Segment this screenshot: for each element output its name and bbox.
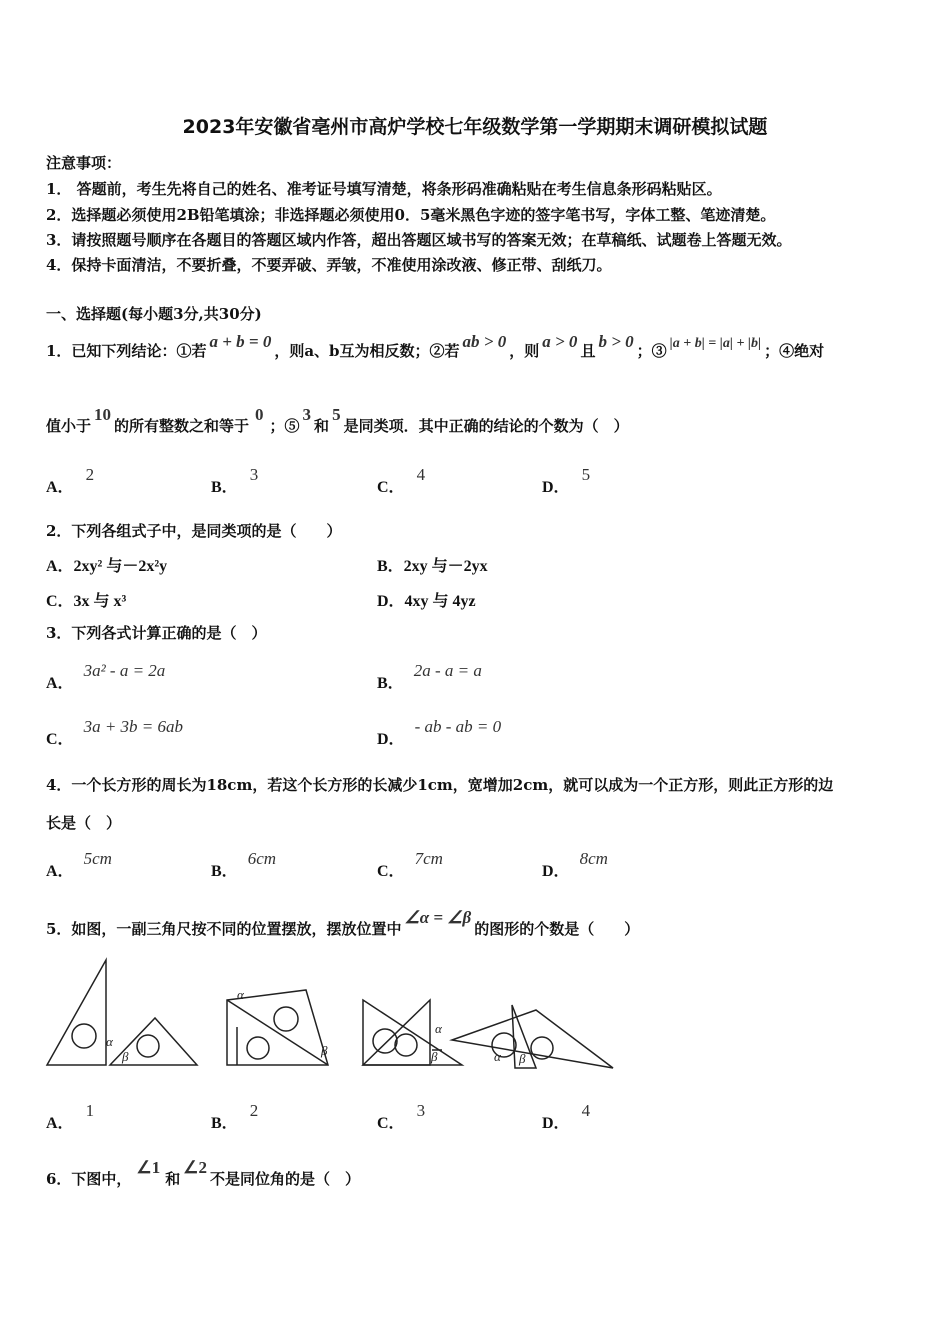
- fig1-beta-label: β: [122, 1049, 129, 1064]
- q5-option-c[interactable]: C．3: [377, 1101, 426, 1132]
- fig2-beta-label: β: [321, 1043, 328, 1058]
- q1-math-8: 3: [302, 405, 312, 424]
- q1-math-2: ab > 0: [462, 332, 507, 351]
- fig3-beta-label: β: [431, 1049, 438, 1064]
- q5-math-1: ∠α = ∠β: [404, 908, 472, 927]
- q3-option-d[interactable]: D．- ab - ab = 0: [377, 717, 502, 748]
- page-title: 2023年安徽省亳州市高炉学校七年级数学第一学期期末调研模拟试题: [182, 116, 768, 138]
- q1-math-6: 10: [94, 405, 112, 424]
- fig1-triangle-large: [47, 960, 106, 1065]
- q1-math-9: 5: [332, 405, 341, 424]
- notice-heading: 注意事项：: [46, 154, 122, 172]
- q4-option-d[interactable]: D．8cm: [542, 849, 608, 880]
- fig2-circle-2: [247, 1037, 269, 1059]
- fig4-alpha-label: α: [494, 1049, 501, 1064]
- fig3-alpha-label: α: [435, 1021, 442, 1036]
- q1-math-4: b > 0: [598, 332, 634, 351]
- q1-math-7: 0: [255, 405, 264, 424]
- q2-option-b[interactable]: B．2xy 与－2yx: [377, 558, 488, 575]
- q5-option-a[interactable]: A．1: [46, 1101, 95, 1132]
- notice-item-2: 2．选择题必须使用2B铅笔填涂；非选择题必须使用0．5毫米黑色字迹的签字笔书写，字体工整、笔迹清楚。: [46, 206, 776, 224]
- fig1-alpha-label: α: [106, 1034, 113, 1049]
- q1-option-d[interactable]: D．5: [542, 465, 591, 496]
- q4-stem-line1: 4．一个长方形的周长为18cm，若这个长方形的长减少1cm，宽增加2cm，就可以成为一个正方形，则此正方形的边: [46, 776, 834, 794]
- q3-option-a[interactable]: A．3a² - a = 2a: [46, 661, 166, 692]
- fig2-circle-1: [274, 1007, 298, 1031]
- q4-option-b[interactable]: B．6cm: [211, 849, 277, 880]
- fig2-alpha-label: α: [237, 987, 244, 1002]
- fig1-circle-1: [72, 1024, 96, 1048]
- q5-option-b[interactable]: B．2: [211, 1101, 259, 1132]
- q4-stem-line2: 长是（ ）: [46, 814, 122, 832]
- q2-option-a[interactable]: A．2xy² 与－2x²y: [46, 558, 168, 575]
- q6-math-1: ∠1: [136, 1158, 161, 1177]
- q5-option-d[interactable]: D．4: [542, 1101, 591, 1132]
- q4-option-c[interactable]: C．7cm: [377, 849, 443, 880]
- q1-option-b[interactable]: B．3: [211, 465, 259, 496]
- q3-stem: 3．下列各式计算正确的是（ ）: [46, 624, 267, 642]
- q5-figure: [40, 955, 620, 1075]
- q1-math-1: a + b = 0: [209, 332, 272, 351]
- fig1-circle-2: [137, 1035, 159, 1057]
- q1-math-3: a > 0: [542, 332, 578, 351]
- q1-line2: 值小于10的所有整数之和等于0；⑤3和5是同类项．其中正确的结论的个数为（ ）: [46, 405, 629, 435]
- fig4-beta-label: β: [519, 1051, 526, 1066]
- q3-option-c[interactable]: C．3a + 3b = 6ab: [46, 717, 184, 748]
- notice-item-1: 1． 答题前，考生先将自己的姓名、准考证号填写清楚，将条形码准确粘贴在考生信息条形码粘贴区。: [46, 180, 722, 198]
- section-heading: 一、选择题(每小题3分,共30分): [46, 305, 262, 323]
- q2-option-c[interactable]: C．3x 与 x³: [46, 593, 127, 610]
- fig3-circle-1: [373, 1029, 397, 1053]
- q1-option-a[interactable]: A．2: [46, 465, 95, 496]
- q3-option-b[interactable]: B．2a - a = a: [377, 661, 482, 692]
- q6-stem: 6．下图中，∠1和∠2不是同位角的是（ ）: [46, 1158, 360, 1188]
- fig3-triangle-2: [363, 1000, 430, 1065]
- fig3-triangle-1: [363, 1000, 462, 1065]
- q2-stem: 2．下列各组式子中，是同类项的是（ ）: [46, 522, 342, 540]
- notice-item-4: 4．保持卡面清洁，不要折叠，不要弄破、弄皱，不准使用涂改液、修正带、刮纸刀。: [46, 256, 612, 274]
- q1-math-5: |a + b| = |a| + |b|: [669, 336, 762, 351]
- q1-option-c[interactable]: C．4: [377, 465, 426, 496]
- q1-line1: 1．已知下列结论：①若 a + b = 0 ，则a、b互为相反数；②若 ab > 0 ，则 a > 0 且 b > 0 ；③ |a + b| = |a| + |b| ；④绝对: [46, 332, 825, 360]
- q2-option-d[interactable]: D．4xy 与 4yz: [377, 593, 476, 610]
- q4-option-a[interactable]: A．5cm: [46, 849, 112, 880]
- fig3-circle-2: [395, 1034, 417, 1056]
- q6-math-2: ∠2: [183, 1158, 207, 1177]
- notice-item-3: 3．请按照题号顺序在各题目的答题区域内作答，超出答题区域书写的答案无效；在草稿纸、试题卷上答题无效。: [46, 231, 792, 249]
- q5-stem: 5．如图，一副三角尺按不同的位置摆放，摆放位置中∠α = ∠β的图形的个数是（ ）: [46, 908, 640, 938]
